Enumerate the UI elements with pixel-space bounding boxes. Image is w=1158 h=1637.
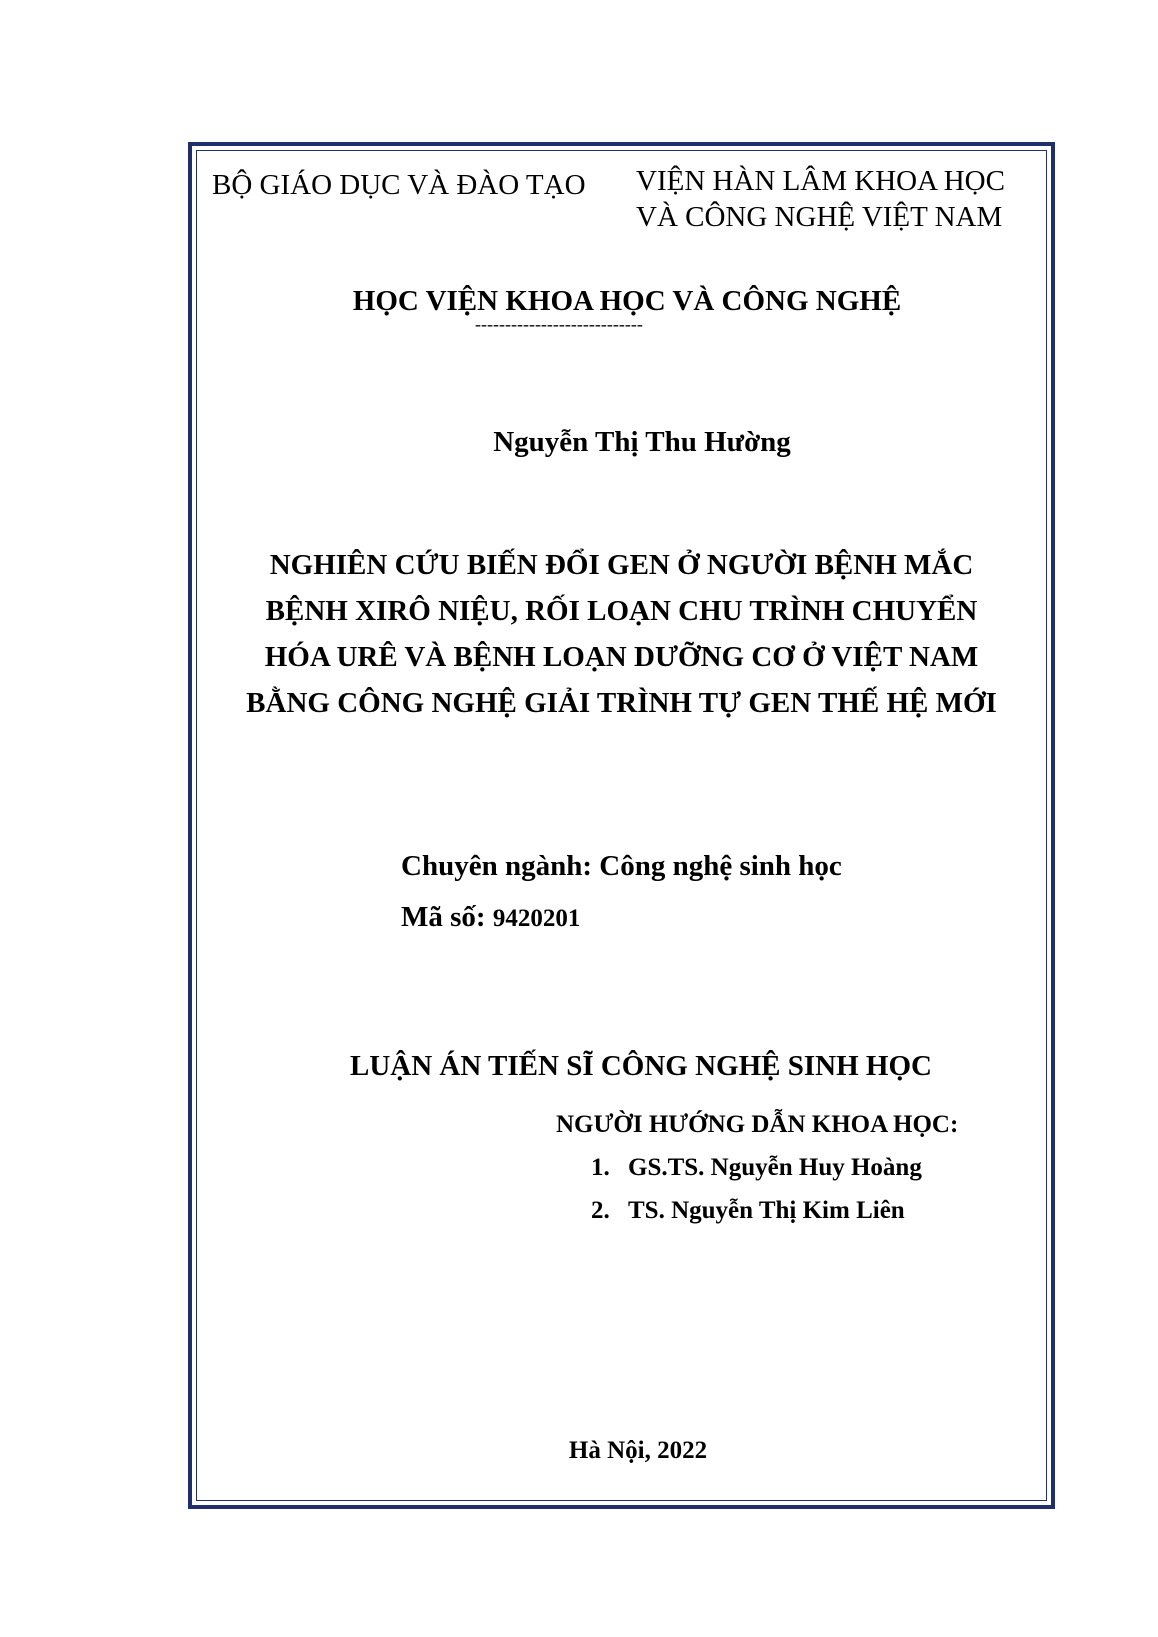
place-and-year-text: Hà Nội, 2022 (568, 1437, 708, 1464)
academy-of-science-line-2: VÀ CÔNG NGHỆ VIỆT NAM (636, 201, 1003, 233)
institute-name-text: HỌC VIỆN KHOA HỌC VÀ CÔNG NGHỆ (352, 285, 902, 317)
academy-of-science-name (636, 163, 1005, 235)
major-value: Công nghệ sinh học (599, 850, 842, 882)
author-name-text: Nguyễn Thị Thu Hường (493, 426, 791, 458)
advisor-name: GS.TS. Nguyễn Huy Hoàng (628, 1154, 922, 1181)
degree-title: LUẬN ÁN TIẾN SĨ CÔNG NGHỆ SINH HỌC (350, 1050, 932, 1082)
ministry-name: BỘ GIÁO DỤC VÀ ĐÀO TẠO (212, 169, 586, 201)
advisor-name: TS. Nguyễn Thị Kim Liên (628, 1197, 905, 1224)
thesis-title-line-2: BỆNH XIRÔ NIỆU, RỐI LOẠN CHU TRÌNH CHUYỂN (265, 595, 978, 627)
page-border-inner (196, 150, 1047, 1501)
major-code (401, 903, 580, 932)
thesis-title-line-1: NGHIÊN CỨU BIẾN ĐỔI GEN Ở NGƯỜI BỆNH MẮC (269, 549, 974, 581)
institute-name (0, 287, 1158, 316)
major-code-label: Mã số: (401, 901, 486, 933)
separator-line: ---------------------------- (475, 315, 643, 333)
thesis-title-line-4: BẰNG CÔNG NGHỆ GIẢI TRÌNH TỰ GEN THẾ HỆ MỚI (246, 687, 997, 719)
advisor-item (591, 1198, 905, 1223)
advisor-index: 1. (591, 1154, 610, 1181)
major-code-value: 9420201 (492, 905, 581, 932)
major-label: Chuyên ngành: (401, 850, 592, 882)
thesis-title (196, 542, 1047, 726)
place-and-year (0, 1438, 1158, 1463)
major (401, 852, 842, 881)
author-name (0, 428, 1158, 457)
thesis-title-line-3: HÓA URÊ VÀ BỆNH LOẠN DƯỠNG CƠ Ở VIỆT NAM (264, 641, 979, 673)
advisor-index: 2. (591, 1197, 610, 1224)
advisors-heading: NGƯỜI HƯỚNG DẪN KHOA HỌC: (556, 1111, 959, 1138)
academy-of-science-line-1: VIỆN HÀN LÂM KHOA HỌC (636, 165, 1005, 197)
advisor-item (591, 1155, 922, 1180)
